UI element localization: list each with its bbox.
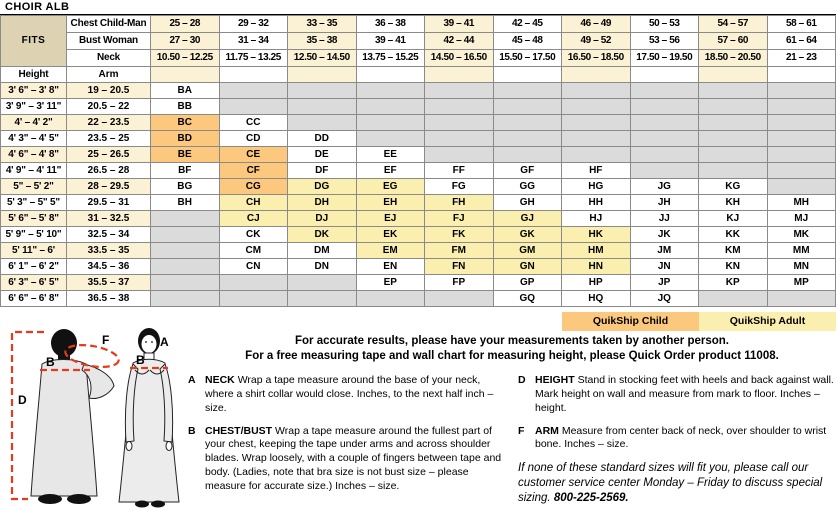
size-row bbox=[1, 131, 836, 147]
empty-cell bbox=[288, 275, 357, 291]
size-row bbox=[1, 243, 836, 259]
size-range-cell: 31 – 34 bbox=[219, 33, 288, 50]
front-figure-shoe-left bbox=[135, 501, 149, 508]
arm-cell: 36.5 – 38 bbox=[67, 291, 151, 307]
empty-cell bbox=[767, 163, 836, 179]
size-range-cell: 35 – 38 bbox=[288, 33, 357, 50]
front-figure-face bbox=[142, 335, 157, 353]
empty-cell bbox=[356, 291, 425, 307]
customer-service-phone: 800-225-2569. bbox=[553, 492, 629, 505]
size-code-cell: DJ bbox=[288, 211, 357, 227]
front-figure-eye-right bbox=[151, 341, 153, 343]
quikship-adult-legend: QuikShip Adult bbox=[699, 312, 836, 331]
empty-cell bbox=[288, 83, 357, 99]
front-figure-hand-right bbox=[166, 442, 172, 451]
size-code-cell: JN bbox=[630, 259, 699, 275]
empty-cell bbox=[356, 131, 425, 147]
back-figure-shoe-left bbox=[38, 494, 62, 504]
size-range-cell: 42 – 44 bbox=[425, 33, 494, 50]
header-filler-cell bbox=[288, 67, 357, 83]
size-code-cell: EM bbox=[356, 243, 425, 259]
instruction-body-chest: Wrap a tape measure around the fullest part of your chest, keeping the tape under arms and across shoulder blades. Wrap loosely, with a couple of fingers between tape and body. (Ladies, note that bra size is not bust size – please measure for accurate size.) Inches – size. bbox=[205, 424, 502, 493]
size-code-cell: KN bbox=[699, 259, 768, 275]
empty-cell bbox=[219, 99, 288, 115]
empty-cell bbox=[630, 83, 699, 99]
size-range-cell: 39 – 41 bbox=[356, 33, 425, 50]
size-code-cell: GM bbox=[493, 243, 562, 259]
size-code-cell: GF bbox=[493, 163, 562, 179]
size-code-cell: GG bbox=[493, 179, 562, 195]
height-cell: 6' 6" – 6' 8" bbox=[1, 291, 67, 307]
page-title: CHOIR ALB bbox=[0, 0, 836, 15]
size-code-cell: GH bbox=[493, 195, 562, 211]
empty-cell bbox=[151, 259, 220, 275]
size-code-cell: EJ bbox=[356, 211, 425, 227]
front-figure-shoe-right bbox=[151, 501, 165, 508]
size-range-cell: 25 – 28 bbox=[151, 16, 220, 33]
size-code-cell: BH bbox=[151, 195, 220, 211]
instruction-letter-b: B bbox=[188, 424, 196, 437]
size-row bbox=[1, 179, 836, 195]
size-range-cell: 11.75 – 13.25 bbox=[219, 50, 288, 67]
height-column-header: Height bbox=[1, 67, 67, 83]
fit-header-row bbox=[1, 33, 836, 50]
size-code-cell: FJ bbox=[425, 211, 494, 227]
empty-cell bbox=[493, 99, 562, 115]
height-cell: 5" – 5' 2" bbox=[1, 179, 67, 195]
size-code-cell: CJ bbox=[219, 211, 288, 227]
height-cell: 5' 3" – 5" 5" bbox=[1, 195, 67, 211]
instruction-letter-d: D bbox=[518, 374, 526, 386]
empty-cell bbox=[425, 147, 494, 163]
size-range-cell: 14.50 – 16.50 bbox=[425, 50, 494, 67]
size-range-cell: 49 – 52 bbox=[562, 33, 631, 50]
size-code-cell: JP bbox=[630, 275, 699, 291]
empty-cell bbox=[767, 179, 836, 195]
instruction-term-neck: NECK bbox=[205, 374, 235, 386]
size-code-cell: GQ bbox=[493, 291, 562, 307]
header-filler-cell bbox=[219, 67, 288, 83]
size-row bbox=[1, 163, 836, 179]
diagram-label-b-back: B bbox=[46, 355, 55, 369]
empty-cell bbox=[425, 115, 494, 131]
size-code-cell: EG bbox=[356, 179, 425, 195]
intro-line-2: For a free measuring tape and wall chart for measuring height, please Quick Order product 11008. bbox=[245, 349, 779, 362]
front-figure-hand-left bbox=[126, 442, 132, 451]
instruction-column-right bbox=[518, 374, 834, 506]
size-code-cell: HH bbox=[562, 195, 631, 211]
arm-cell: 28 – 29.5 bbox=[67, 179, 151, 195]
size-code-cell: EE bbox=[356, 147, 425, 163]
special-sizing-text: If none of these standard sizes will fit you, please call our customer service center Monday – Friday to discuss special sizing. bbox=[518, 462, 823, 505]
empty-cell bbox=[425, 131, 494, 147]
size-code-cell: KH bbox=[699, 195, 768, 211]
empty-cell bbox=[767, 147, 836, 163]
empty-cell bbox=[767, 291, 836, 307]
diagram-label-a: A bbox=[160, 335, 169, 349]
size-range-cell: 12.50 – 14.50 bbox=[288, 50, 357, 67]
header-filler-cell bbox=[493, 67, 562, 83]
empty-cell bbox=[219, 291, 288, 307]
size-row bbox=[1, 147, 836, 163]
size-code-cell: MM bbox=[767, 243, 836, 259]
size-code-cell: BA bbox=[151, 83, 220, 99]
empty-cell bbox=[630, 99, 699, 115]
empty-cell bbox=[151, 243, 220, 259]
arm-cell: 20.5 – 22 bbox=[67, 99, 151, 115]
size-range-cell: 10.50 – 12.25 bbox=[151, 50, 220, 67]
empty-cell bbox=[219, 275, 288, 291]
instruction-item-chest bbox=[188, 425, 506, 494]
instruction-item-neck bbox=[188, 374, 506, 416]
size-code-cell: GP bbox=[493, 275, 562, 291]
size-range-cell: 54 – 57 bbox=[699, 16, 768, 33]
size-range-cell: 42 – 45 bbox=[493, 16, 562, 33]
size-code-cell: GJ bbox=[493, 211, 562, 227]
size-code-cell: DH bbox=[288, 195, 357, 211]
size-range-cell: 16.50 – 18.50 bbox=[562, 50, 631, 67]
size-code-cell: HJ bbox=[562, 211, 631, 227]
size-range-cell: 58 – 61 bbox=[767, 16, 836, 33]
diagram-label-f: F bbox=[102, 333, 110, 347]
height-cell: 5' 11" – 6' bbox=[1, 243, 67, 259]
empty-cell bbox=[630, 163, 699, 179]
arm-cell: 22 – 23.5 bbox=[67, 115, 151, 131]
size-code-cell: JQ bbox=[630, 291, 699, 307]
size-row bbox=[1, 99, 836, 115]
size-code-cell: CM bbox=[219, 243, 288, 259]
size-code-cell: FP bbox=[425, 275, 494, 291]
size-code-cell: BE bbox=[151, 147, 220, 163]
empty-cell bbox=[425, 291, 494, 307]
height-cell: 4' 9" – 4' 11" bbox=[1, 163, 67, 179]
height-cell: 3' 6" – 3' 8" bbox=[1, 83, 67, 99]
size-code-cell: CK bbox=[219, 227, 288, 243]
size-code-cell: JM bbox=[630, 243, 699, 259]
arm-cell: 23.5 – 25 bbox=[67, 131, 151, 147]
empty-cell bbox=[356, 115, 425, 131]
size-code-cell: DE bbox=[288, 147, 357, 163]
height-cell: 4' 3" – 4' 5" bbox=[1, 131, 67, 147]
empty-cell bbox=[493, 147, 562, 163]
size-range-cell: 61 – 64 bbox=[767, 33, 836, 50]
empty-cell bbox=[767, 83, 836, 99]
instruction-term-chest: CHEST/BUST bbox=[205, 424, 273, 437]
size-code-cell: MN bbox=[767, 259, 836, 275]
instructions-section bbox=[0, 330, 836, 509]
size-code-cell: HG bbox=[562, 179, 631, 195]
size-code-cell: HK bbox=[562, 227, 631, 243]
size-row bbox=[1, 195, 836, 211]
instruction-body-height: Stand in stocking feet with heels and back against wall. Mark height on wall and measure from mark to floor. Inches – height. bbox=[535, 374, 834, 414]
empty-cell bbox=[356, 99, 425, 115]
back-figure-robe bbox=[31, 360, 97, 497]
instruction-text-arm bbox=[535, 425, 834, 453]
size-range-cell: 53 – 56 bbox=[630, 33, 699, 50]
empty-cell bbox=[493, 115, 562, 131]
empty-cell bbox=[219, 83, 288, 99]
size-code-cell: DM bbox=[288, 243, 357, 259]
special-sizing-note bbox=[518, 461, 834, 506]
header-filler-cell bbox=[767, 67, 836, 83]
empty-cell bbox=[699, 291, 768, 307]
empty-cell bbox=[288, 115, 357, 131]
size-row bbox=[1, 115, 836, 131]
instruction-letter-a: A bbox=[188, 374, 196, 386]
size-code-cell: BC bbox=[151, 115, 220, 131]
arm-cell: 32.5 – 34 bbox=[67, 227, 151, 243]
size-code-cell: DG bbox=[288, 179, 357, 195]
height-cell: 5' 6" – 5' 8" bbox=[1, 211, 67, 227]
size-code-cell: MP bbox=[767, 275, 836, 291]
size-code-cell: FM bbox=[425, 243, 494, 259]
empty-cell bbox=[767, 115, 836, 131]
back-figure-head bbox=[51, 329, 77, 357]
header-filler-cell bbox=[425, 67, 494, 83]
size-code-cell: CH bbox=[219, 195, 288, 211]
height-cell: 4' – 4' 2" bbox=[1, 115, 67, 131]
arm-cell: 33.5 – 35 bbox=[67, 243, 151, 259]
size-row bbox=[1, 259, 836, 275]
arm-cell: 34.5 – 36 bbox=[67, 259, 151, 275]
instruction-term-arm: ARM bbox=[535, 424, 559, 437]
size-table-body bbox=[1, 16, 836, 307]
empty-cell bbox=[151, 291, 220, 307]
size-range-cell: 57 – 60 bbox=[699, 33, 768, 50]
size-table bbox=[0, 15, 836, 307]
size-code-cell: DK bbox=[288, 227, 357, 243]
height-cell: 3' 9" – 3' 11" bbox=[1, 99, 67, 115]
size-code-cell: HN bbox=[562, 259, 631, 275]
size-code-cell: DD bbox=[288, 131, 357, 147]
empty-cell bbox=[699, 131, 768, 147]
size-code-cell: KK bbox=[699, 227, 768, 243]
size-code-cell: KG bbox=[699, 179, 768, 195]
size-code-cell: GK bbox=[493, 227, 562, 243]
size-code-cell: BG bbox=[151, 179, 220, 195]
diagram-label-d: D bbox=[18, 393, 27, 407]
fit-header-row bbox=[1, 50, 836, 67]
size-code-cell: JK bbox=[630, 227, 699, 243]
size-code-cell: MJ bbox=[767, 211, 836, 227]
size-row bbox=[1, 83, 836, 99]
instruction-body-arm: Measure from center back of neck, over shoulder to wrist bone. Inches – size. bbox=[535, 424, 827, 451]
size-code-cell: CN bbox=[219, 259, 288, 275]
size-range-cell: 39 – 41 bbox=[425, 16, 494, 33]
size-code-cell: CG bbox=[219, 179, 288, 195]
empty-cell bbox=[493, 131, 562, 147]
empty-cell bbox=[699, 163, 768, 179]
height-arm-header-row bbox=[1, 67, 836, 83]
empty-cell bbox=[493, 83, 562, 99]
size-code-cell: CC bbox=[219, 115, 288, 131]
instruction-text-chest bbox=[205, 425, 506, 494]
instruction-text-height bbox=[535, 374, 834, 416]
size-code-cell: CE bbox=[219, 147, 288, 163]
header-filler-cell bbox=[562, 67, 631, 83]
size-code-cell: MH bbox=[767, 195, 836, 211]
header-filler-cell bbox=[356, 67, 425, 83]
arm-cell: 35.5 – 37 bbox=[67, 275, 151, 291]
size-row bbox=[1, 291, 836, 307]
instruction-body-neck: Wrap a tape measure around the base of your neck, where a shirt collar would close. Inches, to the next half inch – size. bbox=[205, 374, 494, 414]
size-code-cell: GN bbox=[493, 259, 562, 275]
arm-cell: 29.5 – 31 bbox=[67, 195, 151, 211]
size-code-cell: EH bbox=[356, 195, 425, 211]
arm-cell: 31 – 32.5 bbox=[67, 211, 151, 227]
intro-line-1: For accurate results, please have your measurements taken by another person. bbox=[295, 335, 729, 347]
size-range-cell: 33 – 35 bbox=[288, 16, 357, 33]
size-code-cell: EP bbox=[356, 275, 425, 291]
header-filler-cell bbox=[699, 67, 768, 83]
size-code-cell: CF bbox=[219, 163, 288, 179]
empty-cell bbox=[356, 83, 425, 99]
empty-cell bbox=[630, 147, 699, 163]
size-range-cell: 18.50 – 20.50 bbox=[699, 50, 768, 67]
size-code-cell: BF bbox=[151, 163, 220, 179]
size-code-cell: KP bbox=[699, 275, 768, 291]
fit-row-label: Bust Woman bbox=[67, 33, 151, 50]
size-row bbox=[1, 227, 836, 243]
arm-cell: 26.5 – 28 bbox=[67, 163, 151, 179]
instruction-text-neck bbox=[205, 374, 506, 416]
size-range-cell: 46 – 49 bbox=[562, 16, 631, 33]
size-code-cell: FH bbox=[425, 195, 494, 211]
size-range-cell: 13.75 – 15.25 bbox=[356, 50, 425, 67]
empty-cell bbox=[562, 131, 631, 147]
size-code-cell: FG bbox=[425, 179, 494, 195]
empty-cell bbox=[562, 115, 631, 131]
empty-cell bbox=[151, 227, 220, 243]
instruction-columns bbox=[188, 374, 834, 506]
height-cell: 5' 9" – 5' 10" bbox=[1, 227, 67, 243]
empty-cell bbox=[425, 83, 494, 99]
empty-cell bbox=[699, 83, 768, 99]
fit-header-row bbox=[1, 16, 836, 33]
header-filler-cell bbox=[630, 67, 699, 83]
empty-cell bbox=[151, 211, 220, 227]
size-row bbox=[1, 211, 836, 227]
size-code-cell: BB bbox=[151, 99, 220, 115]
size-code-cell: JJ bbox=[630, 211, 699, 227]
size-code-cell: HP bbox=[562, 275, 631, 291]
height-cell: 4' 6" – 4' 8" bbox=[1, 147, 67, 163]
size-code-cell: DF bbox=[288, 163, 357, 179]
size-code-cell: HM bbox=[562, 243, 631, 259]
fits-label: FITS bbox=[1, 16, 67, 67]
arm-cell: 25 – 26.5 bbox=[67, 147, 151, 163]
size-code-cell: MK bbox=[767, 227, 836, 243]
size-code-cell: FF bbox=[425, 163, 494, 179]
size-code-cell: JH bbox=[630, 195, 699, 211]
size-code-cell: EK bbox=[356, 227, 425, 243]
size-code-cell: HF bbox=[562, 163, 631, 179]
size-code-cell: BD bbox=[151, 131, 220, 147]
intro-text bbox=[188, 334, 836, 364]
back-figure-shoe-right bbox=[67, 494, 91, 504]
size-range-cell: 45 – 48 bbox=[493, 33, 562, 50]
empty-cell bbox=[767, 99, 836, 115]
size-range-cell: 50 – 53 bbox=[630, 16, 699, 33]
back-figure bbox=[31, 329, 114, 504]
height-cell: 6' 1" – 6' 2" bbox=[1, 259, 67, 275]
empty-cell bbox=[288, 99, 357, 115]
size-code-cell: HQ bbox=[562, 291, 631, 307]
instruction-item-arm bbox=[518, 425, 834, 453]
size-range-cell: 21 – 23 bbox=[767, 50, 836, 67]
size-code-cell: KM bbox=[699, 243, 768, 259]
size-range-cell: 15.50 – 17.50 bbox=[493, 50, 562, 67]
empty-cell bbox=[699, 115, 768, 131]
empty-cell bbox=[630, 131, 699, 147]
size-code-cell: FK bbox=[425, 227, 494, 243]
empty-cell bbox=[699, 147, 768, 163]
instruction-column-left bbox=[188, 374, 506, 506]
empty-cell bbox=[151, 275, 220, 291]
empty-cell bbox=[288, 291, 357, 307]
measurement-figures-diagram bbox=[2, 322, 192, 509]
size-range-cell: 36 – 38 bbox=[356, 16, 425, 33]
quikship-child-legend: QuikShip Child bbox=[562, 312, 699, 331]
fit-row-label: Chest Child-Man bbox=[67, 16, 151, 33]
size-range-cell: 29 – 32 bbox=[219, 16, 288, 33]
instruction-letter-f: F bbox=[518, 424, 525, 437]
size-code-cell: JG bbox=[630, 179, 699, 195]
header-filler-cell bbox=[151, 67, 220, 83]
size-code-cell: FN bbox=[425, 259, 494, 275]
empty-cell bbox=[630, 115, 699, 131]
diagram-label-b-front: B bbox=[136, 353, 145, 367]
empty-cell bbox=[699, 99, 768, 115]
front-figure bbox=[119, 328, 179, 508]
arm-cell: 19 – 20.5 bbox=[67, 83, 151, 99]
size-range-cell: 27 – 30 bbox=[151, 33, 220, 50]
size-code-cell: EN bbox=[356, 259, 425, 275]
height-cell: 6' 3" – 6' 5" bbox=[1, 275, 67, 291]
size-code-cell: DN bbox=[288, 259, 357, 275]
instruction-item-height bbox=[518, 374, 834, 416]
empty-cell bbox=[562, 99, 631, 115]
size-row bbox=[1, 275, 836, 291]
size-code-cell: EF bbox=[356, 163, 425, 179]
size-range-cell: 17.50 – 19.50 bbox=[630, 50, 699, 67]
instruction-term-height: HEIGHT bbox=[535, 374, 575, 386]
empty-cell bbox=[767, 131, 836, 147]
arm-column-header: Arm bbox=[67, 67, 151, 83]
fit-row-label: Neck bbox=[67, 50, 151, 67]
empty-cell bbox=[562, 147, 631, 163]
empty-cell bbox=[562, 83, 631, 99]
size-code-cell: KJ bbox=[699, 211, 768, 227]
size-code-cell: CD bbox=[219, 131, 288, 147]
front-figure-eye-left bbox=[145, 341, 147, 343]
empty-cell bbox=[425, 99, 494, 115]
